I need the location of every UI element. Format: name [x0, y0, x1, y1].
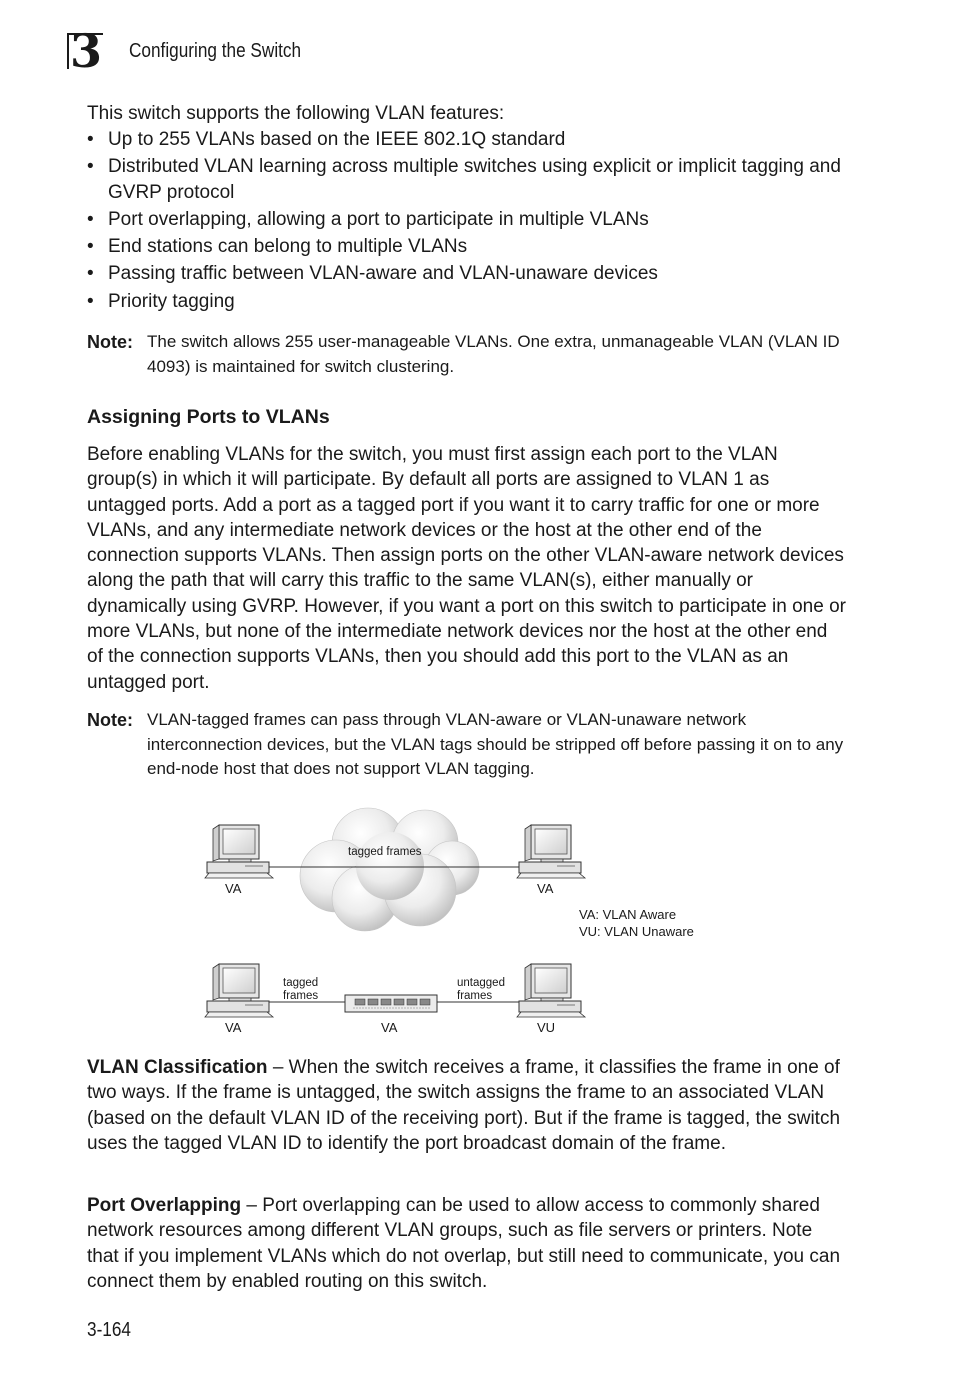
tagged-label: frames [283, 990, 319, 1002]
bottom-right-label: VU [537, 1020, 556, 1035]
chapter-number: 3 [70, 24, 103, 78]
untagged-label: frames [457, 990, 493, 1002]
list-item: • Passing traffic between VLAN-aware and VLAN-unaware devices [87, 261, 847, 286]
tagged-label: tagged [283, 977, 319, 989]
list-item: • Distributed VLAN learning across multiple switches using explicit or implicit tagging and GVRP protocol [87, 154, 847, 205]
note-text: The switch allows 255 user-manageable VLANs. One extra, unmanageable VLAN (VLAN ID 4093) is maintained for switch clustering. [147, 332, 840, 376]
network-cloud [300, 808, 479, 931]
computer-icon [205, 825, 273, 878]
note-label: Note: [87, 710, 133, 730]
computer-icon [205, 964, 273, 1017]
list-item: • Priority tagging [87, 289, 847, 314]
vlan-network-diagram [195, 798, 735, 1043]
term-label: Port Overlapping [87, 1195, 242, 1216]
list-item: • Up to 255 VLANs based on the IEEE 802.1Q standard [87, 127, 847, 152]
list-item: • Port overlapping, allowing a port to participate in multiple VLANs [87, 207, 847, 232]
legend-vlan-aware: VA: VLAN Aware [579, 907, 677, 922]
page-number: 3-164 [87, 1319, 131, 1341]
bottom-left-label: VA [225, 1020, 242, 1035]
top-left-label: VA [225, 881, 242, 896]
top-right-label: VA [537, 881, 554, 896]
untagged-label: untagged [457, 977, 505, 989]
vlan-classification-paragraph [87, 1055, 847, 1156]
term-description: – When the switch receives a frame, it classifies the frame in one of two ways. If the frame is untagged, the switch assigns the frame to an associated VLAN (based on the default VLAN ID of the receiving port). But if the frame is tagged, the switch uses the tagged VLAN ID to identify the port broadcast domain of the frame. [87, 1057, 841, 1154]
section-heading: Assigning Ports to VLANs [87, 406, 330, 428]
computer-icon [517, 964, 585, 1017]
running-title: Configuring the Switch [129, 40, 302, 62]
computer-icon [517, 825, 585, 878]
note-vlan-limit [87, 330, 847, 379]
note-label: Note: [87, 332, 133, 352]
term-description: – Port overlapping can be used to allow access to commonly shared network resources among different VLAN groups, such as file servers or printers. Note that if you implement VLANs which do not overlap, but still need to communicate, you can connect them by enabled routing on this switch. [87, 1195, 841, 1292]
legend-vlan-unaware: VU: VLAN Unaware [579, 924, 694, 939]
note-text: VLAN-tagged frames can pass through VLAN-aware or VLAN-unaware network interconnection devices, but the VLAN tags should be stripped off before passing it on to any end-node host that does not support VLAN tagging. [147, 710, 844, 778]
cloud-label: tagged frames [348, 846, 422, 858]
feature-list [87, 127, 847, 316]
term-label: VLAN Classification [87, 1057, 268, 1078]
bottom-middle-label: VA [381, 1020, 398, 1035]
assign-ports-paragraph: Before enabling VLANs for the switch, you must first assign each port to the VLAN group(s) in which it will participate. By default all ports are assigned to VLAN 1 as untagged ports. Add a port as a tagged port if you want it to carry traffic for one or more VLANs, and any intermediate network devices or the host at the other end of the connection supports VLANs. Then assign ports on the other VLAN-aware network devices along the path that will carry this traffic to the same VLAN(s), either manually or dynamically using GVRP. However, if you want a port on this switch to participate in one or more VLANs, but none of the intermediate network devices nor the host at the other end of the connection supports VLANs, then you should add this port to the VLAN as an untagged port. [87, 444, 846, 693]
list-item: • End stations can belong to multiple VLANs [87, 234, 847, 259]
note-tagged-frames [87, 708, 847, 782]
intro-text: This switch supports the following VLAN features: [87, 103, 505, 124]
port-overlapping-paragraph [87, 1193, 847, 1294]
switch-icon [345, 995, 437, 1012]
